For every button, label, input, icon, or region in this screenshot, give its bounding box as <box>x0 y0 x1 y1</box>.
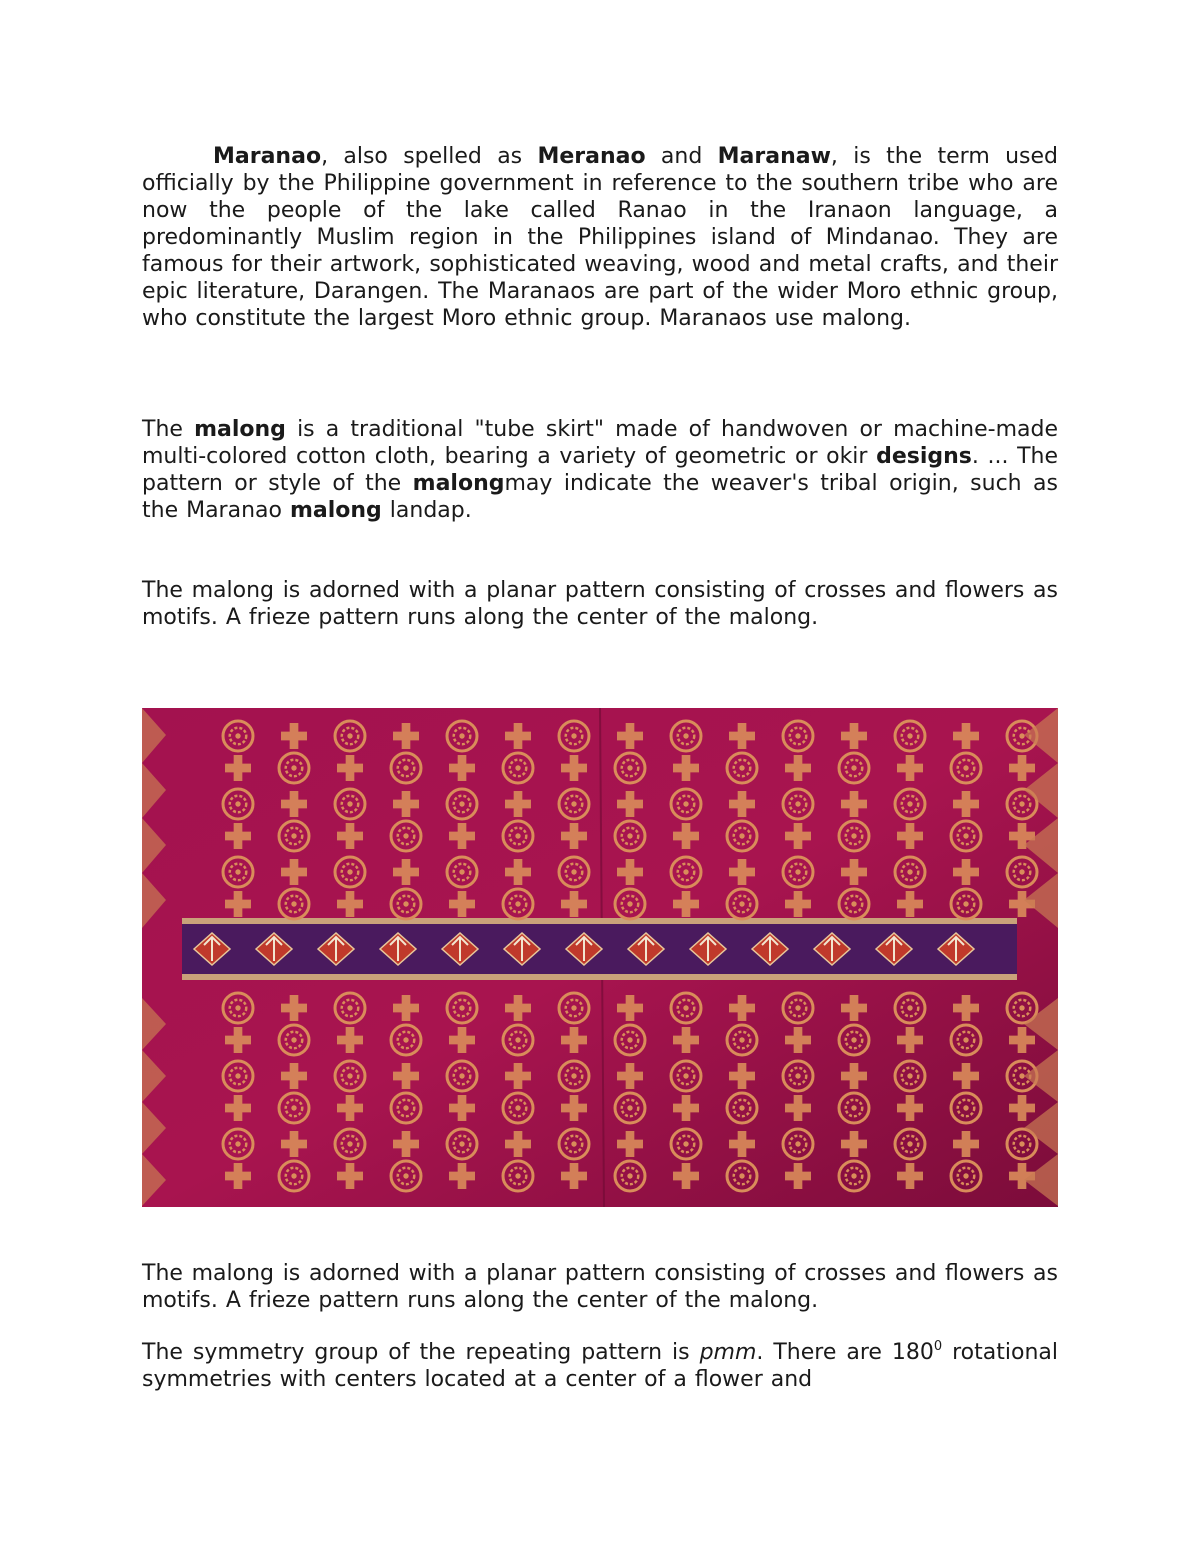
flower-motif-center <box>459 801 464 806</box>
flower-motif-center <box>291 765 296 770</box>
term-malong: malong <box>194 417 286 442</box>
paragraph-malong-definition <box>142 416 1058 524</box>
frieze-border-bottom <box>182 974 1017 980</box>
flower-motif-center <box>795 1141 800 1146</box>
term-maranao: Maranao <box>213 144 322 169</box>
flower-motif-center <box>291 1037 296 1042</box>
term-meranao: Meranao <box>537 144 646 169</box>
text-run: The <box>142 417 195 442</box>
flower-motif-center <box>851 833 856 838</box>
flower-motif-center <box>963 1173 968 1178</box>
flower-motif-center <box>403 765 408 770</box>
flower-motif-center <box>403 1037 408 1042</box>
flower-motif-center <box>683 1073 688 1078</box>
flower-motif-center <box>291 901 296 906</box>
text-run: rotational symmetries with centers located at a center of a flower and <box>142 1340 1058 1392</box>
flower-motif-center <box>235 1141 240 1146</box>
flower-motif-center <box>683 801 688 806</box>
frieze-border-top <box>182 918 1017 924</box>
flower-motif-center <box>683 733 688 738</box>
flower-motif-center <box>1019 1005 1024 1010</box>
flower-motif-center <box>347 1141 352 1146</box>
flower-motif-center <box>795 801 800 806</box>
flower-motif-center <box>571 869 576 874</box>
flower-motif-center <box>347 1073 352 1078</box>
malong-fabric-photo <box>142 708 1058 1207</box>
flower-motif-center <box>683 1005 688 1010</box>
flower-motif-center <box>795 869 800 874</box>
flower-motif-center <box>739 1105 744 1110</box>
flower-motif-center <box>739 1037 744 1042</box>
flower-motif-center <box>627 765 632 770</box>
flower-motif-center <box>571 1005 576 1010</box>
flower-motif-center <box>1019 1141 1024 1146</box>
flower-motif-center <box>347 869 352 874</box>
paragraph-pattern-caption: The malong is adorned with a planar pattern consisting of crosses and flowers as motifs. A frieze pattern runs along the center of the malong. <box>142 1261 1058 1313</box>
flower-motif-center <box>459 733 464 738</box>
flower-motif-center <box>515 1173 520 1178</box>
text-run: . ... The pattern or style of the <box>142 444 1058 496</box>
flower-motif-center <box>1019 801 1024 806</box>
text-run: and <box>645 144 718 169</box>
flower-motif-center <box>347 1005 352 1010</box>
text-run: may indicate the weaver's tribal origin, such as the Maranao <box>142 471 1058 523</box>
flower-motif-center <box>291 1105 296 1110</box>
paragraph-maranao-intro <box>142 143 1058 332</box>
flower-motif-center <box>739 765 744 770</box>
flower-motif-center <box>795 1005 800 1010</box>
flower-motif-center <box>1019 733 1024 738</box>
flower-motif-center <box>627 1173 632 1178</box>
flower-motif-center <box>235 869 240 874</box>
flower-motif-center <box>963 833 968 838</box>
flower-motif-center <box>571 733 576 738</box>
flower-motif-center <box>1019 869 1024 874</box>
text-run: . There are 180 <box>756 1340 934 1365</box>
flower-motif-center <box>235 733 240 738</box>
flower-motif-center <box>403 1105 408 1110</box>
flower-motif-center <box>851 1037 856 1042</box>
flower-motif-center <box>739 901 744 906</box>
term-designs: designs <box>876 444 972 469</box>
term-malong: malong <box>289 498 382 523</box>
flower-motif-center <box>963 765 968 770</box>
flower-motif-center <box>851 1173 856 1178</box>
flower-motif-center <box>571 1073 576 1078</box>
paragraph-symmetry-group <box>142 1339 1058 1393</box>
flower-motif-center <box>627 1037 632 1042</box>
flower-motif-center <box>907 1073 912 1078</box>
flower-motif-center <box>403 1173 408 1178</box>
flower-motif-center <box>571 1141 576 1146</box>
flower-motif-center <box>907 801 912 806</box>
flower-motif-center <box>515 1105 520 1110</box>
flower-motif-center <box>907 1141 912 1146</box>
flower-motif-center <box>459 869 464 874</box>
flower-motif-center <box>347 801 352 806</box>
text-run: , also spelled as <box>321 144 538 169</box>
flower-motif-center <box>403 833 408 838</box>
flower-motif-center <box>907 733 912 738</box>
flower-motif-center <box>235 1073 240 1078</box>
flower-motif-center <box>235 801 240 806</box>
paragraph-pattern-description: The malong is adorned with a planar pattern consisting of crosses and flowers as motifs. A frieze pattern runs along the center of the malong. <box>142 578 1058 630</box>
flower-motif-center <box>963 1037 968 1042</box>
flower-motif-center <box>907 869 912 874</box>
flower-motif-center <box>291 833 296 838</box>
flower-motif-center <box>403 901 408 906</box>
text-run: The symmetry group of the repeating pattern is <box>142 1340 700 1365</box>
flower-motif-center <box>347 733 352 738</box>
flower-motif-center <box>515 901 520 906</box>
flower-motif-center <box>515 1037 520 1042</box>
degree-superscript: 0 <box>933 1339 943 1354</box>
flower-motif-center <box>235 1005 240 1010</box>
flower-motif-center <box>515 833 520 838</box>
flower-motif-center <box>571 801 576 806</box>
flower-motif-center <box>627 901 632 906</box>
flower-motif-center <box>459 1141 464 1146</box>
flower-motif-center <box>907 1005 912 1010</box>
flower-motif-center <box>851 765 856 770</box>
flower-motif-center <box>515 765 520 770</box>
flower-motif-center <box>291 1173 296 1178</box>
flower-motif-center <box>627 1105 632 1110</box>
flower-motif-center <box>795 733 800 738</box>
term-malong: malong <box>412 471 505 496</box>
text-run: landap. <box>381 498 472 523</box>
flower-motif-center <box>963 1105 968 1110</box>
flower-motif-center <box>1019 1073 1024 1078</box>
flower-motif-center <box>459 1005 464 1010</box>
flower-motif-center <box>739 1173 744 1178</box>
flower-motif-center <box>683 1141 688 1146</box>
flower-motif-center <box>627 833 632 838</box>
text-run: is a traditional "tube skirt" made of handwoven or machine-made multi-colored cotton cloth, bearing a variety of geometric or okir <box>142 417 1058 469</box>
flower-motif-center <box>851 1105 856 1110</box>
symmetry-group-name: pmm <box>699 1340 757 1365</box>
text-run: , is the term used officially by the Philippine government in reference to the southern tribe who are now the people of the lake called Ranao in the Iranaon language, a predominantly Muslim region in the Philippines island of Mindanao. They are famous for their artwork, sophisticated weaving, wood and metal crafts, and their epic literature, Darangen. The Maranaos are part of the wider Moro ethnic group, who constitute the largest Moro ethnic group. Maranaos use malong. <box>142 144 1058 331</box>
term-maranaw: Maranaw <box>717 144 831 169</box>
flower-motif-center <box>459 1073 464 1078</box>
flower-motif-center <box>739 833 744 838</box>
flower-motif-center <box>963 901 968 906</box>
flower-motif-center <box>683 869 688 874</box>
flower-motif-center <box>795 1073 800 1078</box>
flower-motif-center <box>851 901 856 906</box>
